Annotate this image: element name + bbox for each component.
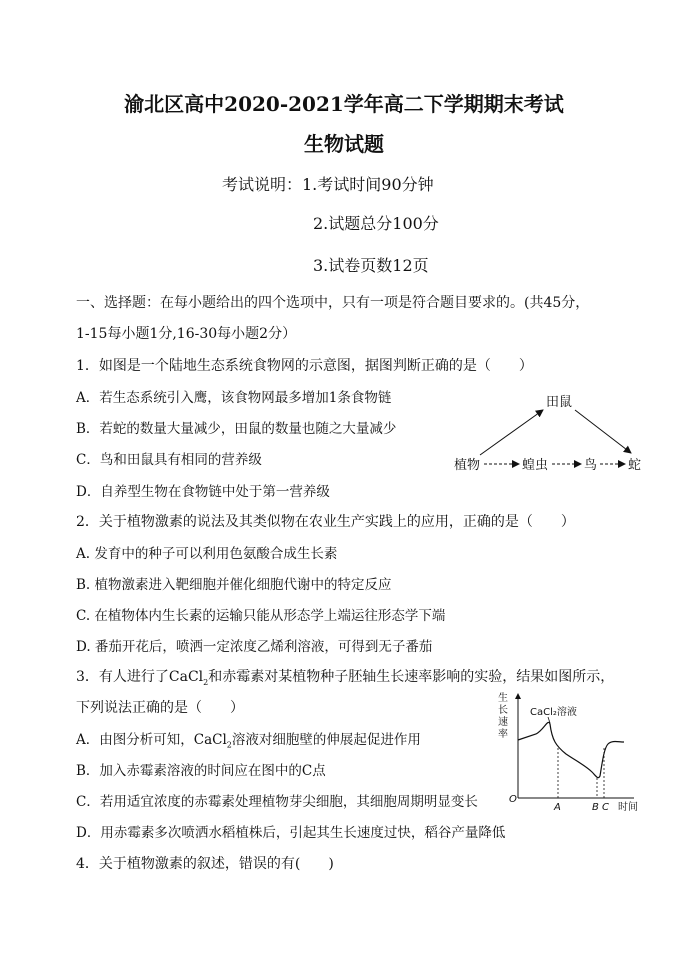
node-plant: 植物 — [454, 458, 481, 473]
question-1-option-c: C．鸟和田鼠具有相同的营养级 — [76, 452, 262, 468]
question-2-option-a: A. 发育中的种子可以利用色氨酸合成生长素 — [76, 546, 338, 562]
x-mark-a: A — [554, 802, 561, 813]
node-bird: 鸟 — [584, 458, 598, 473]
x-axis-label: 时间 — [618, 802, 638, 813]
section-heading-line2: 1-15每小题1分,16-30每小题2分） — [76, 326, 297, 342]
exam-info-line2: 2.试题总分100分 — [313, 214, 439, 233]
question-2-option-d: D. 番茄开花后，喷洒一定浓度乙烯利溶液，可得到无子番茄 — [76, 639, 433, 655]
food-web-diagram — [448, 385, 648, 485]
page-title: 渝北区高中2020-2021学年高二下学期期末考试 — [124, 92, 564, 116]
x-mark-b: B — [592, 802, 599, 813]
question-4-stem: 4．关于植物激素的叙述，错误的有( ) — [76, 856, 334, 872]
section-heading-line1: 一、选择题：在每小题给出的四个选项中，只有一项是符合题目要求的。(共45分， — [76, 295, 590, 311]
question-1-stem: 1．如图是一个陆地生态系统食物网的示意图，据图判断正确的是（ ） — [76, 358, 533, 374]
node-snake: 蛇 — [628, 458, 642, 473]
arrow-mouse-to-snake — [575, 410, 631, 453]
ylabel-char-3: 速 — [498, 717, 508, 728]
ylabel-char-2: 长 — [498, 705, 508, 716]
node-locust: 蝗虫 — [522, 458, 549, 473]
question-2-stem: 2．关于植物激素的说法及其类似物在农业生产实践上的应用，正确的是（ ） — [76, 514, 575, 530]
question-1-option-a: A．若生态系统引入鹰，该食物网最多增加1条食物链 — [76, 390, 392, 406]
ylabel-char-1: 生 — [498, 693, 508, 704]
question-3-stem: 3．有人进行了CaCl$_2$和赤霉素对某植物种子胚轴生长速率影响的实验，结果如图所示， — [76, 669, 615, 687]
question-2-option-c: C. 在植物体内生长素的运输只能从形态学上端运往形态学下端 — [76, 608, 446, 624]
page-subtitle: 生物试题 — [304, 132, 384, 156]
question-3-option-d: D．用赤霉素多次喷洒水稻植株后，引起其生长速度过快，稻谷产量降低 — [76, 825, 506, 841]
origin-label: O — [509, 794, 517, 805]
growth-curve — [518, 722, 624, 777]
arrow-plant-to-mouse — [480, 410, 543, 455]
question-1-option-d: D．自养型生物在食物链中处于第一营养级 — [76, 484, 330, 500]
node-field-mouse: 田鼠 — [546, 395, 573, 410]
growth-rate-chart — [496, 690, 646, 815]
x-mark-c: C — [602, 802, 609, 813]
question-3-option-c: C．若用适宜浓度的赤霉素处理植物芽尖细胞，其细胞周期明显变长 — [76, 794, 478, 810]
question-2-option-b: B. 植物激素进入靶细胞并催化细胞代谢中的特定反应 — [76, 577, 392, 593]
question-3-option-a: A．由图分析可知，CaCl$_2$溶液对细胞壁的伸展起促进作用 — [76, 732, 421, 750]
question-3-stem-line2: 下列说法正确的是（ ） — [76, 700, 244, 716]
question-3-option-b: B．加入赤霉素溶液的时间应在图中的C点 — [76, 763, 326, 779]
ylabel-char-4: 率 — [498, 729, 508, 740]
exam-info-line1: 考试说明：1.考试时间90分钟 — [222, 175, 434, 194]
exam-info-line3: 3.试卷页数12页 — [313, 256, 429, 275]
question-1-option-b: B．若蛇的数量大量减少，田鼠的数量也随之大量减少 — [76, 421, 397, 437]
chart-annotation: CaCl₂溶液 — [530, 707, 577, 718]
